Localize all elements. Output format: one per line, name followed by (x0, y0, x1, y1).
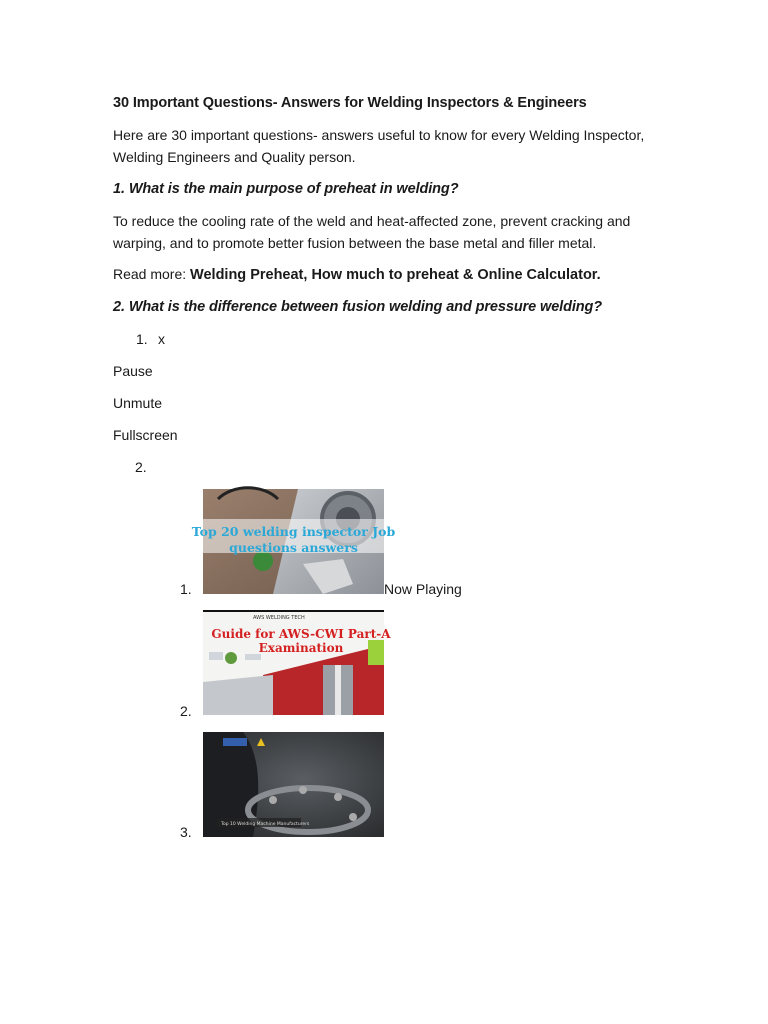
thumbnail-3-image (203, 732, 384, 837)
unmute-button[interactable]: Unmute (113, 395, 163, 411)
playlist-thumbnail-2[interactable] (203, 610, 391, 715)
read-more-prefix: Read more: (113, 266, 191, 282)
question-2: 2. What is the difference between fusion welding and pressure welding? (113, 299, 603, 315)
fullscreen-button[interactable]: Fullscreen (113, 427, 178, 443)
thumbnail-3-caption: Top 10 Welding Machine Manufacturers (221, 822, 310, 827)
intro-paragraph: Here are 30 important questions- answers useful to know for every Welding Inspector, Welding Engineers and Quality person. (113, 127, 645, 165)
thumbnail-1-text-line1: Top 20 welding inspector Job (191, 524, 396, 539)
thumbnail-2-text-line2: Examination (258, 641, 344, 655)
pause-button[interactable]: Pause (113, 363, 153, 379)
thumbnail-1-image (191, 489, 396, 594)
playlist-thumbnail-1[interactable] (191, 489, 396, 594)
playlist-number-3: 3. (180, 824, 192, 840)
thumbnail-2-image (203, 610, 391, 715)
read-more-link[interactable]: Welding Preheat, How much to preheat & Online Calculator. (190, 267, 601, 283)
playlist-number-1: 1. (180, 581, 192, 597)
thumbnail-1-text-line2: questions answers (229, 540, 358, 555)
thumbnail-2-header: AWS WELDING TECH (253, 615, 305, 621)
now-playing-label: Now Playing (384, 581, 462, 597)
close-button[interactable]: x (158, 331, 165, 347)
playlist-number-2: 2. (180, 703, 192, 719)
thumbnail-2-text-line1: Guide for AWS-CWI Part-A (211, 627, 391, 641)
read-more-line (113, 263, 601, 286)
question-1: 1. What is the main purpose of preheat in welding? (113, 181, 459, 197)
playlist-thumbnail-3[interactable] (203, 732, 384, 837)
article-title: 30 Important Questions- Answers for Welding Inspectors & Engineers (113, 95, 587, 111)
player-item-number-1: 1. (136, 331, 148, 347)
player-item-number-2: 2. (135, 459, 147, 475)
answer-1: To reduce the cooling rate of the weld and heat-affected zone, prevent cracking and warping, and to promote better fusion between the base metal and filler metal. (113, 213, 631, 251)
